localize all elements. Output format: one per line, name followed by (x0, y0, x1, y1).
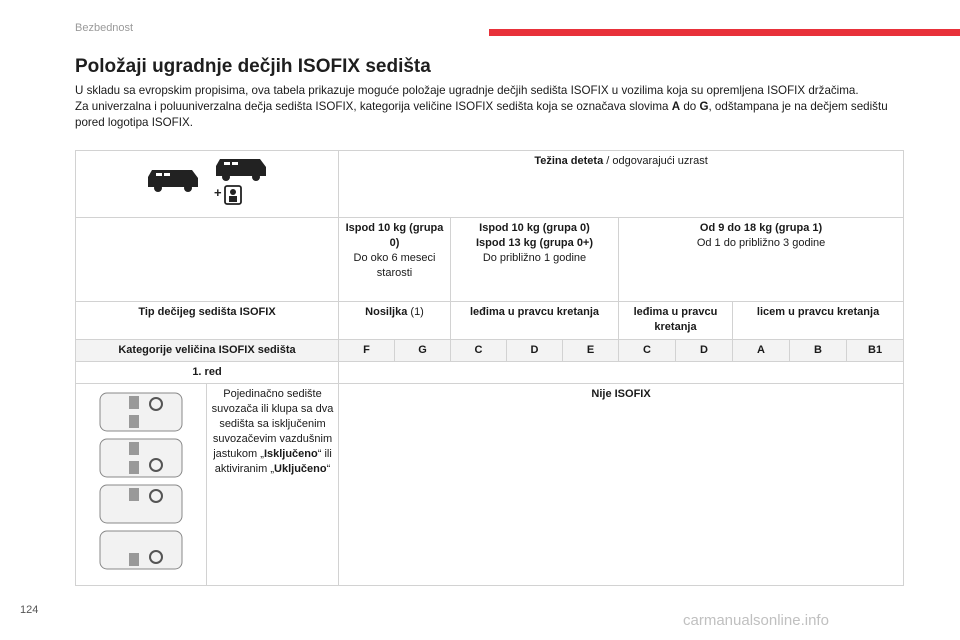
airbag-on-label: Uključeno (274, 463, 327, 475)
svg-text:+: + (214, 185, 222, 200)
group-0-weight-b: Ispod 10 kg (grupa 0) (479, 222, 590, 234)
group-0plus-age: Do približno 1 godine (482, 252, 587, 264)
size-cell: B (790, 340, 847, 362)
seat-description-end: “ (326, 463, 331, 475)
seat-diagrams-cell (76, 384, 207, 586)
size-cell: D (676, 340, 733, 362)
seat-type-label: Tip dečijeg sedišta ISOFIX (76, 302, 339, 340)
group-0plus-cell (451, 218, 619, 302)
child-weight-header (339, 151, 904, 218)
page-number: 124 (20, 604, 39, 616)
seat-diagram-icon (99, 438, 183, 478)
carrycot-cell (339, 302, 451, 340)
rear-facing-cell-2: leđima u pravcu kretanja (619, 302, 733, 340)
carrycot-label: Nosiljka (365, 306, 408, 318)
seat-description: Pojedinačno sedište suvozača ili klupa sa dva sedišta sa isključenim suvozačevim vazdušnim jastukom „ (211, 388, 334, 460)
row-1-label: 1. red (76, 362, 339, 384)
size-cell: D (507, 340, 563, 362)
size-cell: C (451, 340, 507, 362)
group-1-cell (619, 218, 904, 302)
intro-line1: U skladu sa evropskim propisima, ova tabela prikazuje moguće položaje ugradnje dečjih sedišta ISOFIX u vozilima koja su opremljena ISOFIX držačima. (75, 84, 859, 97)
carrycot-note: (1) (407, 306, 424, 318)
child-age-label: / odgovarajući uzrast (603, 155, 708, 167)
section-accent-bar (489, 29, 960, 36)
watermark: carmanualsonline.info (683, 612, 829, 629)
vehicle-child-seat-icon (132, 154, 282, 206)
intro-line2c: , odštampana je na dečjem sedištu pored logotipa ISOFIX. (75, 100, 888, 129)
size-cell: G (395, 340, 451, 362)
group-1-weight: Od 9 do 18 kg (grupa 1) (699, 222, 823, 234)
seat-diagram-icon (99, 392, 183, 432)
group-0-cell (339, 218, 451, 302)
group-1-age: Od 1 do približno 3 godine (696, 237, 826, 249)
intro-letter-g: G (699, 100, 709, 113)
section-title: Bezbednost (75, 22, 134, 34)
size-category-label: Kategorije veličina ISOFIX sedišta (76, 340, 339, 362)
child-weight-label: Težina deteta (534, 155, 604, 167)
group-0-weight: Ispod 10 kg (grupa 0) (345, 222, 444, 249)
not-isofix-label: Nije ISOFIX (591, 388, 651, 400)
size-cell: B1 (847, 340, 904, 362)
size-cell: E (563, 340, 619, 362)
intro-letter-a: A (671, 100, 681, 113)
group-0-age: Do oko 6 meseci starosti (353, 252, 436, 279)
seat-description-cell (207, 384, 339, 586)
airbag-off-label: Isključeno (263, 448, 318, 460)
rear-facing-cell-1: leđima u pravcu kretanja (451, 302, 619, 340)
empty-cell (339, 362, 904, 384)
isofix-table (75, 150, 904, 586)
page-title: Položaji ugradnje dečjih ISOFIX sedišta (75, 56, 431, 77)
intro-text (75, 83, 915, 131)
size-cell: C (619, 340, 676, 362)
size-cell: F (339, 340, 395, 362)
empty-cell (76, 218, 339, 302)
forward-facing-cell: licem u pravcu kretanja (733, 302, 904, 340)
not-isofix-cell (339, 384, 904, 586)
seat-diagram-icon (99, 530, 183, 570)
seat-description-mid: “ ili aktiviranim „ (214, 448, 332, 475)
vehicle-icon-cell (76, 151, 339, 218)
intro-line2b: do (680, 100, 700, 113)
group-0plus-weight: Ispod 13 kg (grupa 0+) (475, 237, 594, 249)
seat-diagram-icon (99, 484, 183, 524)
intro-line2a: Za univerzalna i poluuniverzalna dečja sedišta ISOFIX, kategorija veličine ISOFIX sedišta koja se označava slovima (75, 100, 672, 113)
size-cell: A (733, 340, 790, 362)
